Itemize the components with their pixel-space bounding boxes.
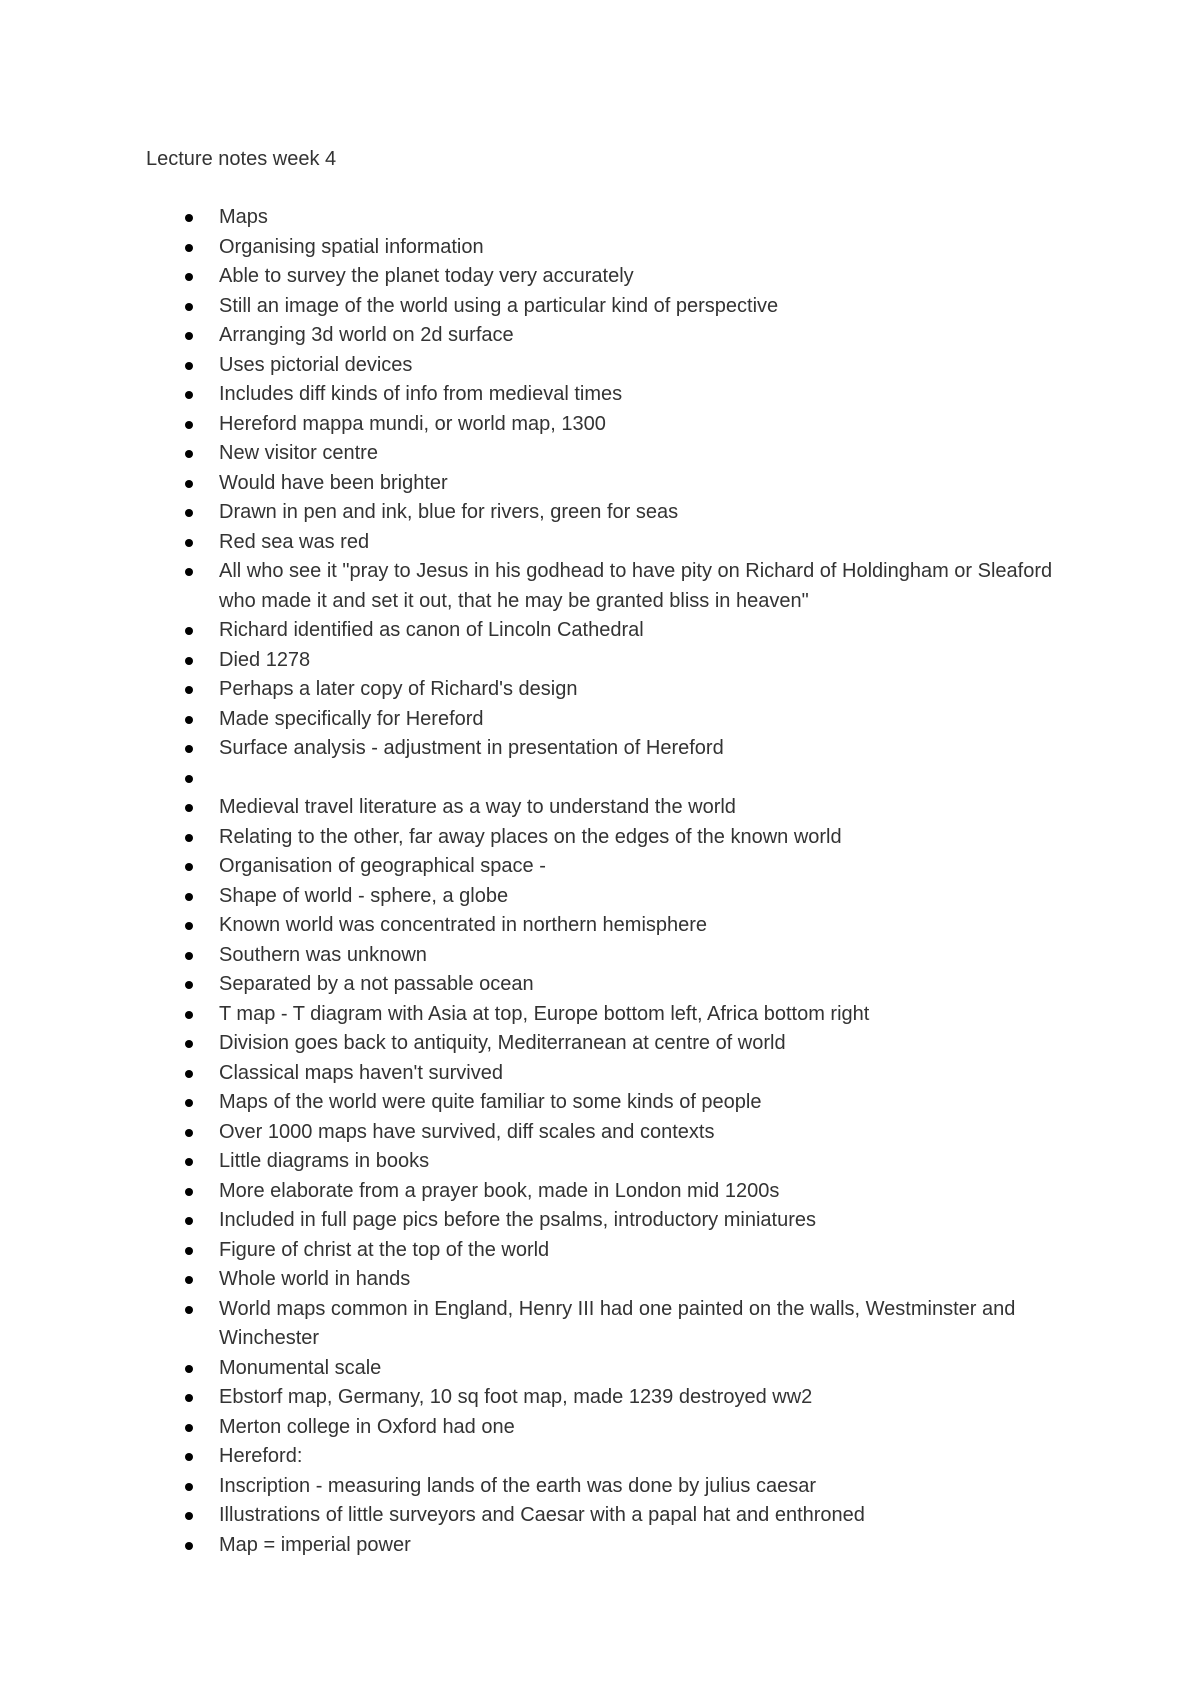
list-item-text: Inscription - measuring lands of the earth was done by julius caesar	[219, 1474, 816, 1497]
list-item	[146, 1059, 1086, 1089]
list-item	[146, 1029, 1086, 1059]
list-item-text: Would have been brighter	[219, 471, 448, 494]
list-item-text: Richard identified as canon of Lincoln Cathedral	[219, 619, 644, 641]
list-item-text: Surface analysis - adjustment in presentation of Hereford	[219, 737, 724, 759]
bullet-icon	[185, 332, 193, 340]
bullet-icon	[185, 1276, 193, 1284]
bullet-icon	[185, 745, 193, 753]
bullet-icon	[185, 1247, 193, 1255]
bullet-icon	[185, 1070, 193, 1078]
list-item	[146, 1265, 1086, 1295]
list-item-text: Known world was concentrated in northern hemisphere	[219, 914, 708, 936]
list-item	[146, 351, 1086, 381]
list-item-text: Still an image of the world using a particular kind of perspective	[219, 294, 779, 317]
list-item-text: Ebstorf map, Germany, 10 sq foot map, made 1239 destroyed ww2	[219, 1386, 813, 1408]
list-item	[146, 823, 1086, 853]
list-item-text: Arranging 3d world on 2d surface	[219, 324, 514, 346]
list-item-text: Southern was unknown	[219, 943, 427, 966]
list-item	[146, 528, 1086, 558]
list-item	[146, 233, 1086, 263]
list-item-text: Includes diff kinds of info from medieval times	[219, 383, 623, 405]
bullet-icon	[185, 1040, 193, 1048]
bullet-icon	[185, 1306, 193, 1314]
list-item-text: New visitor centre	[219, 442, 378, 464]
list-item	[146, 410, 1086, 440]
list-item	[146, 941, 1086, 971]
bullet-icon	[185, 922, 193, 930]
list-item	[146, 1472, 1086, 1502]
list-item-text: Maps of the world were quite familiar to some kinds of people	[219, 1091, 762, 1113]
bullet-icon	[185, 775, 193, 783]
bullet-icon	[185, 450, 193, 458]
list-item	[146, 1000, 1086, 1030]
bullet-icon	[185, 539, 193, 547]
list-item-text: All who see it "pray to Jesus in his godhead to have pity on Richard of Holdingham or Sleaford who made it and set it out, that he may be granted bliss in heaven"	[219, 560, 1053, 612]
bullet-icon	[185, 863, 193, 871]
list-item-text: Drawn in pen and ink, blue for rivers, green for seas	[219, 501, 679, 523]
list-item-text: Organisation of geographical space -	[219, 855, 546, 877]
bullet-icon	[185, 303, 193, 311]
list-item	[146, 203, 1086, 233]
list-item-text: Classical maps haven't survived	[219, 1061, 503, 1084]
bullet-icon	[185, 1542, 193, 1550]
bullet-icon	[185, 273, 193, 281]
bullet-icon	[185, 1453, 193, 1461]
bullet-icon	[185, 1129, 193, 1137]
list-item-text: Map = imperial power	[219, 1533, 411, 1556]
bullet-icon	[185, 893, 193, 901]
list-item	[146, 1118, 1086, 1148]
list-item	[146, 1236, 1086, 1266]
bullet-icon	[185, 1424, 193, 1432]
list-item	[146, 793, 1086, 823]
list-item-text: Hereford:	[219, 1445, 303, 1467]
bullet-icon	[185, 1099, 193, 1107]
list-item-text: Little diagrams in books	[219, 1150, 430, 1172]
list-item	[146, 852, 1086, 882]
list-item-text: Red sea was red	[219, 530, 370, 553]
list-item-text: Hereford mappa mundi, or world map, 1300	[219, 412, 606, 435]
bullet-icon	[185, 627, 193, 635]
bullet-icon	[185, 657, 193, 665]
list-item	[146, 1177, 1086, 1207]
list-item-text: Able to survey the planet today very accurately	[219, 265, 634, 287]
list-item-text: Made specifically for Hereford	[219, 707, 484, 730]
list-item	[146, 439, 1086, 469]
list-item	[146, 1147, 1086, 1177]
list-item-text: Included in full page pics before the psalms, introductory miniatures	[219, 1209, 816, 1231]
list-item-text: Figure of christ at the top of the world	[219, 1238, 550, 1261]
list-item	[146, 1413, 1086, 1443]
bullet-icon	[185, 716, 193, 724]
bullet-icon	[185, 480, 193, 488]
bullet-icon	[185, 244, 193, 252]
list-item-text: Died 1278	[219, 648, 311, 671]
list-item-text: Monumental scale	[219, 1356, 382, 1379]
list-item-text: T map - T diagram with Asia at top, Europe bottom left, Africa bottom right	[219, 1002, 870, 1025]
list-item-text: Uses pictorial devices	[219, 353, 413, 376]
list-item-text: Whole world in hands	[219, 1268, 411, 1290]
bullet-icon	[185, 362, 193, 370]
list-item	[146, 1354, 1086, 1384]
list-item	[146, 616, 1086, 646]
list-item-text: Separated by a not passable ocean	[219, 973, 534, 995]
list-item	[146, 1383, 1086, 1413]
bullet-icon	[185, 1158, 193, 1166]
bullet-icon	[185, 686, 193, 694]
list-item	[146, 262, 1086, 292]
bullet-icon	[185, 214, 193, 222]
list-item-text: Organising spatial information	[219, 235, 484, 258]
list-item-text: More elaborate from a prayer book, made in London mid 1200s	[219, 1179, 780, 1202]
list-item	[146, 498, 1086, 528]
list-item-text: Relating to the other, far away places on the edges of the known world	[219, 825, 842, 848]
bullet-icon	[185, 1512, 193, 1520]
list-item	[146, 1442, 1086, 1472]
list-item	[146, 911, 1086, 941]
list-item	[146, 469, 1086, 499]
list-item-text: Over 1000 maps have survived, diff scales and contexts	[219, 1120, 715, 1143]
bullet-icon	[185, 391, 193, 399]
page-title: Lecture notes week 4	[146, 148, 337, 170]
list-item-text: Division goes back to antiquity, Mediterranean at centre of world	[219, 1032, 786, 1054]
list-item	[146, 557, 1086, 616]
bullet-icon	[185, 1483, 193, 1491]
bullet-icon	[185, 1394, 193, 1402]
list-item	[146, 1088, 1086, 1118]
list-item-text: Maps	[219, 206, 268, 228]
list-item-text: Medieval travel literature as a way to understand the world	[219, 796, 736, 818]
list-item	[146, 1501, 1086, 1531]
list-item	[146, 705, 1086, 735]
list-item	[146, 764, 1086, 794]
list-item-text: Merton college in Oxford had one	[219, 1415, 515, 1438]
bullet-icon	[185, 509, 193, 517]
notes-list	[146, 203, 1086, 1560]
list-item	[146, 292, 1086, 322]
list-item	[146, 321, 1086, 351]
bullet-icon	[185, 804, 193, 812]
bullet-icon	[185, 952, 193, 960]
bullet-icon	[185, 568, 193, 576]
list-item-text: World maps common in England, Henry III had one painted on the walls, Westminster and Winchester	[219, 1297, 1016, 1349]
bullet-icon	[185, 981, 193, 989]
list-item	[146, 646, 1086, 676]
bullet-icon	[185, 1365, 193, 1373]
list-item	[146, 1295, 1086, 1354]
bullet-icon	[185, 834, 193, 842]
list-item	[146, 1206, 1086, 1236]
list-item	[146, 380, 1086, 410]
list-item	[146, 1531, 1086, 1561]
list-item-text: Illustrations of little surveyors and Caesar with a papal hat and enthroned	[219, 1504, 865, 1526]
bullet-icon	[185, 1217, 193, 1225]
list-item	[146, 734, 1086, 764]
list-item	[146, 970, 1086, 1000]
list-item-text: Shape of world - sphere, a globe	[219, 884, 509, 907]
bullet-icon	[185, 1011, 193, 1019]
list-item-text: Perhaps a later copy of Richard's design	[219, 678, 578, 700]
list-item	[146, 675, 1086, 705]
list-item	[146, 882, 1086, 912]
bullet-icon	[185, 421, 193, 429]
bullet-icon	[185, 1188, 193, 1196]
